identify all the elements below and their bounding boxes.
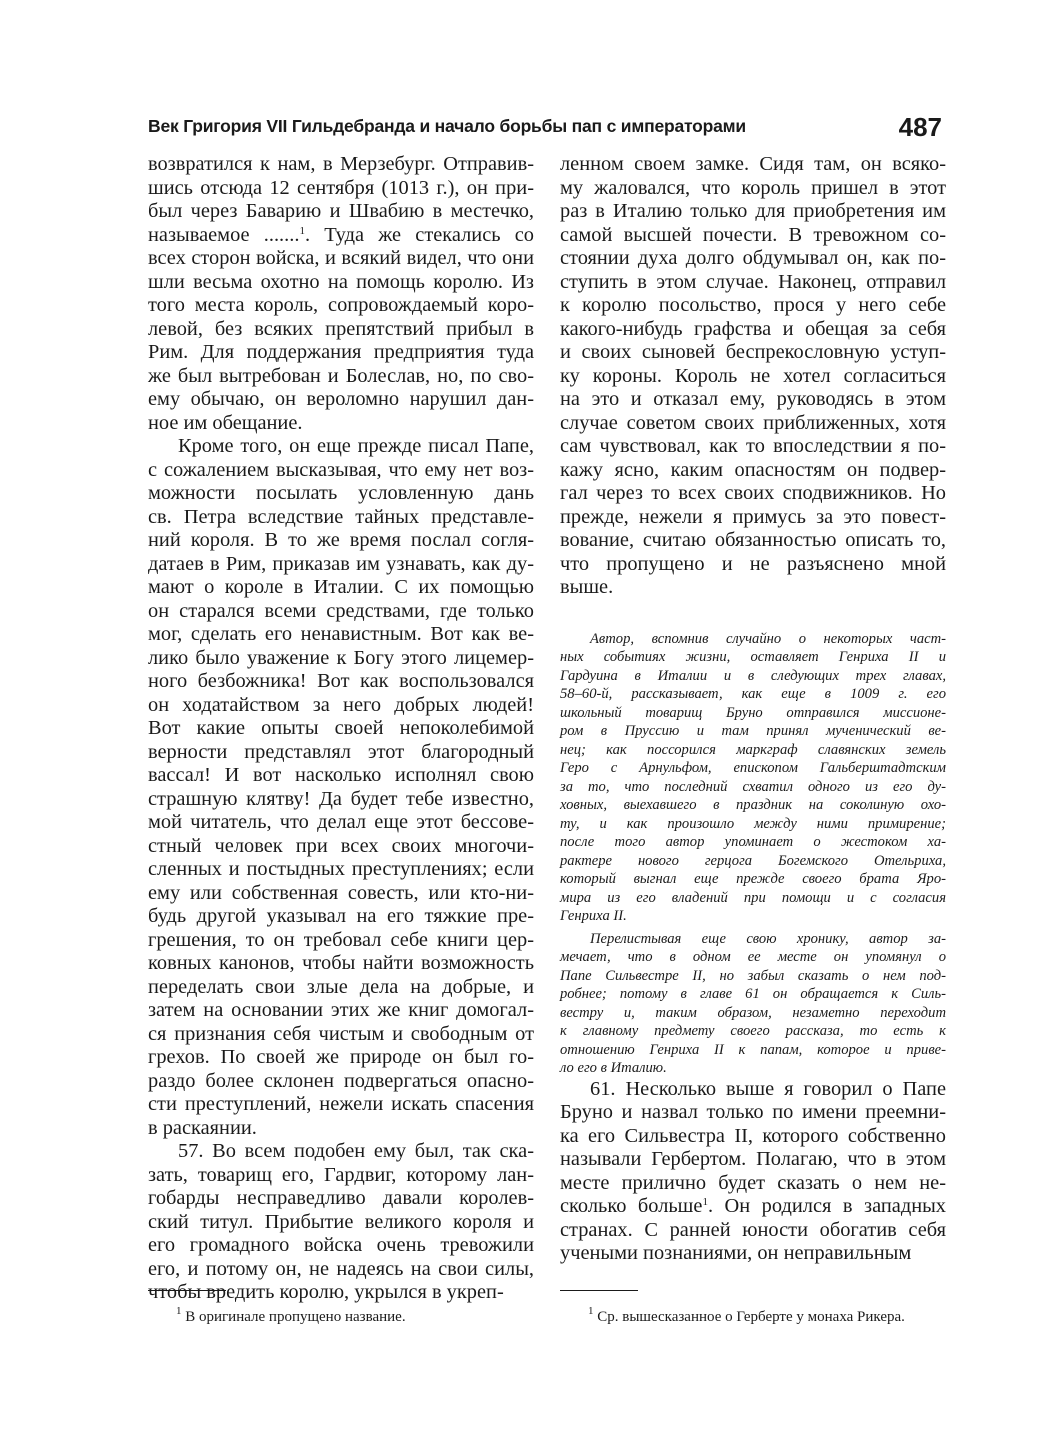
text-line: мечает, что в одном ее месте он упомянул о — [560, 949, 946, 965]
text-line: к королю посольство, прося у него себе — [560, 294, 946, 316]
footnote-rule — [148, 1290, 226, 1291]
text-line: Гардуина в Италии и в следующих трех главах, — [560, 667, 946, 684]
page-number: 487 — [898, 112, 942, 142]
text-line: с сожалением высказывая, что ему нет воз- — [148, 458, 534, 481]
text-line: ное им обещание. — [148, 411, 303, 434]
text-line: гал через то всех своих сподвижников. Но — [560, 482, 946, 504]
text-line: сти преступлений, нежели искать спасения — [148, 1093, 534, 1115]
text-line: вование, считаю обязанностью описать то, — [560, 529, 946, 551]
text-line: ту, и как произошло между ними примирение; — [560, 815, 946, 832]
text-line: грешения, то он требовал себе книги цер- — [148, 928, 534, 951]
text-line: св. Петра вследствие тайных представле- — [148, 505, 534, 528]
text-line: и своих сыновей беспрекословную уступ- — [560, 341, 946, 363]
text-line: Рим. Для поддержания предприятия туда — [148, 341, 534, 363]
paragraph — [560, 153, 946, 600]
text-line: ему обычаю, он вероломно нарушил дан- — [148, 388, 534, 410]
right-column — [560, 153, 946, 1266]
text-line: отношению Генриха II к папам, которое и приве- — [560, 1041, 946, 1058]
text-line: мают о короле в Италии. С их помощью — [148, 576, 534, 598]
paragraph — [560, 1078, 946, 1266]
text-line: же был вытребован и Болеслав, но, по сво- — [148, 364, 534, 387]
paragraph — [148, 1140, 534, 1305]
text-line: затем на основании этих же книг домогал- — [148, 999, 534, 1021]
paragraph — [148, 153, 534, 435]
left-column — [148, 153, 534, 1305]
text-line: прежде, нежели я примусь за это повест- — [560, 505, 946, 528]
paragraph — [148, 435, 534, 1140]
text-line: стный человек при всех своих многочи- — [148, 834, 534, 857]
text-line: ему или собственная совесть, или кто-ни- — [148, 881, 534, 904]
text-line: Кроме того, он еще прежде писал Папе, — [178, 435, 534, 457]
summary-paragraph — [560, 930, 946, 1078]
text-line: вестру и, таким образом, незаметно переходит — [560, 1004, 946, 1021]
text-line: мой читатель, что делал еще этот бессове- — [148, 811, 534, 833]
footnote-left: $^1$ В оригинале пропущено название. — [176, 1305, 406, 1325]
text-line: называли Гербертом. Полагаю, что в этом — [560, 1148, 946, 1170]
text-line: выше. — [560, 576, 614, 598]
text-line: того места король, сопровождаемый коро- — [148, 294, 534, 316]
text-line: 58–60-й, рассказывает, как еще в 1009 г. его — [560, 686, 946, 702]
text-line: ло его в Италию. — [560, 1060, 667, 1076]
chapter-summary — [560, 630, 946, 1078]
text-line: сколько больше$^1$. Он родился в западных — [560, 1195, 947, 1217]
text-line: будь другой указывал на его тяжкие пре- — [148, 905, 534, 927]
text-line: за то, что последний схватил одного из его ду- — [560, 778, 946, 795]
text-line: Перелистывая еще свою хронику, автор за- — [590, 930, 946, 947]
summary-paragraph — [560, 630, 946, 926]
text-line: шли весьма охотно на помощь королю. Из — [148, 270, 534, 293]
text-line: ного безбожника! Вот как воспользовался — [148, 670, 534, 692]
text-line: возвратился к нам, в Мерзебург. Отправив- — [148, 153, 534, 175]
text-line: кажу ясно, каким опасностям он подвер- — [560, 458, 946, 481]
footnote-right: $^1$ Ср. вышесказанное о Герберте у монаха Рикера. — [588, 1305, 905, 1325]
text-line: ся признания себя чистым и свободным от — [148, 1022, 534, 1045]
text-line: Папе Сильвестре II, но забыл сказать о нем под- — [560, 967, 946, 984]
text-line: ховных, выехавшего в праздник на соколиную охо- — [560, 797, 946, 813]
text-line: мира из его владений при помощи и с согласия — [560, 889, 946, 906]
text-line: нец; как поссорился маркграф славянских земель — [560, 741, 946, 758]
text-line: в раскаянии. — [148, 1116, 257, 1139]
running-head — [148, 112, 948, 152]
text-line: к главному предмету своего рассказа, то есть к — [560, 1023, 946, 1039]
text-line: му жаловался, что король пришел в этот — [560, 176, 946, 199]
text-line: чтобы вредить королю, укрылся в укреп- — [148, 1281, 504, 1303]
text-line: верности представлял этот благородный — [148, 740, 534, 763]
text-line: раздо более склонен подвергаться опасно- — [148, 1069, 534, 1092]
text-line: зать, товарищ его, Гардвиг, которому лан- — [148, 1163, 534, 1186]
text-line: гобарды несправедливо давали королев- — [148, 1187, 534, 1209]
text-line: месте прилично будет сказать о нем не- — [560, 1171, 946, 1194]
footnote-rule — [560, 1290, 638, 1291]
text-line: его, и потому он, не надеясь на свои силы, — [148, 1257, 534, 1280]
text-line: школьный товарищ Бруно отправился миссионе- — [560, 704, 946, 721]
text-line: 61. Несколько выше я говорил о Папе — [590, 1077, 946, 1100]
text-line: ступить в этом случае. Наконец, отправил — [560, 270, 946, 293]
text-line: страшную клятву! Да будет тебе известно, — [148, 787, 534, 810]
text-line: датаев в Рим, приказав им узнавать, как ду- — [148, 552, 534, 575]
text-line: он ходатайством за него добрых людей! — [148, 693, 534, 716]
text-line: сам чувствовал, как то впоследствии я по- — [560, 435, 946, 457]
text-line: ных событиях жизни, оставляет Генриха II и — [560, 649, 946, 665]
text-line: Автор, вспомнив случайно о некоторых част- — [590, 630, 946, 647]
text-line: Геро с Арнульфом, епископом Гальберштадтским — [560, 760, 946, 776]
text-line: странах. С ранней юности обогатив себя — [560, 1218, 946, 1241]
text-line: какого-нибудь графства и обещая за себя — [560, 317, 946, 340]
text-line: ку короны. Король не хотел согласиться — [560, 364, 946, 387]
text-line: который выгнал еще прежде своего брата Яро- — [560, 871, 946, 887]
text-line: после того автор упоминает о жестоком ха- — [560, 834, 946, 850]
text-line: можности посылать условленную дань — [148, 482, 534, 504]
text-line: его громадного войска очень тревожили — [148, 1234, 534, 1256]
text-line: 57. Во всем подобен ему был, так ска- — [178, 1140, 534, 1162]
text-line: ленном своем замке. Сидя там, он всяко- — [560, 153, 946, 175]
text-line: на это и отказал ему, руководясь в этом — [560, 388, 946, 410]
text-line: шись отсюда 12 сентября (1013 г.), он при- — [148, 176, 534, 199]
text-line: что пропущено и не разъяснено мной — [560, 552, 946, 575]
text-line: раз в Италию только для приобретения им — [560, 200, 946, 222]
text-line: он старался всеми средствами, где только — [148, 599, 534, 622]
text-line: Генриха II. — [560, 908, 627, 924]
running-title: Век Григория VII Гильдебранда и начало борьбы пап с императорами — [148, 116, 746, 136]
text-line: ром в Пруссию и там принял мученический ве- — [560, 723, 946, 739]
text-line: рактере нового герцога Богемского Отельриха, — [560, 852, 946, 869]
text-line: переделать свои злые дела на добрые, и — [148, 975, 534, 998]
text-line: был через Баварию и Швабию в местечко, — [148, 200, 534, 222]
text-line: самой высшей почести. В тревожном со- — [560, 223, 946, 246]
text-line: ка его Сильвестра II, которого собственно — [560, 1124, 946, 1147]
text-line: Бруно и назвал только по имени преемни- — [560, 1101, 946, 1123]
text-line: ковных канонов, чтобы найти возможность — [148, 952, 534, 974]
text-line: сленных и постыдных преступлениях; если — [148, 858, 534, 880]
text-line: всех сторон войска, и всякий видел, что они — [148, 247, 534, 269]
text-line: вассал! И вот насколько исполнял свою — [148, 764, 534, 786]
text-line: левой, без всяких препятствий прибыл в — [148, 317, 534, 340]
text-line: стоянии духа долго обдумывал он, как по- — [560, 247, 946, 269]
text-line: лико было уважение к Богу этого лицемер- — [148, 646, 534, 669]
text-line: учеными познаниями, он неправильным — [560, 1242, 912, 1264]
text-line: грехов. По своей же природе он был го- — [148, 1046, 534, 1068]
text-line: случае советом своих приближенных, хотя — [560, 411, 946, 434]
text-line: ский титул. Прибытие великого короля и — [148, 1210, 534, 1233]
text-line: Вот какие опыты своей непоколебимой — [148, 717, 534, 739]
text-line: ний короля. В то же время послал согля- — [148, 529, 534, 551]
text-line: робнее; потому в главе 61 он обращается к Силь- — [560, 986, 946, 1002]
text-line: мог, сделать его ненавистным. Вот как ве- — [148, 623, 534, 645]
text-line: называемое .......$^1$. Туда же стекались со — [148, 223, 534, 246]
